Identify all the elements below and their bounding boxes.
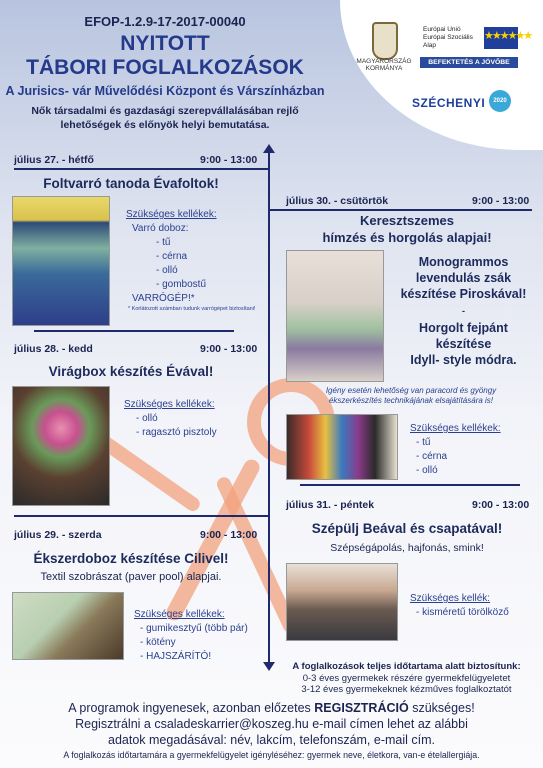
page-title: NYITOTT TÁBORI FOGLALKOZÁSOK [26,32,304,79]
day30-date: július 30. - csütörtök [286,195,389,207]
szechenyi-2020-icon: 2020 [489,90,511,112]
day27-note: * Korlátozott számban tudunk varrógépet biztosítani! [128,306,256,312]
divider [14,168,270,170]
day27-date: július 27. - hétfő [14,154,94,166]
day30-title: Keresztszemes hímzés és horgolás alapjai! [322,213,492,245]
day29-subtitle: Textil szobrászat (paver pool) alapjai. [40,571,222,583]
day31-subtitle: Szépségápolás, hajfonás, smink! [330,542,484,554]
government-label: MAGYARORSZÁG KORMÁNYA [356,58,412,72]
logo-panel [340,0,543,150]
timeline-line [268,146,270,666]
eu-label: Európai Unió Európai Szociális Alap [423,26,473,49]
szechenyi-logo: SZÉCHENYI [412,96,486,110]
day30-text2: Horgolt fejpánt készítése Idyll- style módra. [410,321,517,367]
day31-photo [286,563,398,641]
day30-photo [286,250,384,382]
day30-photo2 [286,414,398,480]
project-code: EFOP-1.2.9-17-2017-00040 [84,14,246,29]
day28-time: 9:00 - 13:00 [200,343,258,355]
day27-time: 9:00 - 13:00 [200,154,258,166]
day27-photo [12,196,110,326]
divider [14,515,270,517]
divider [270,209,532,211]
childcare-info: A foglalkozások teljes időtartama alatt biztosítunk: 0-3 éves gyermekek részére gyermekfelügyeletet 3-12 éves gyermekeknek kézműves foglalkoztatót [292,661,521,695]
day31-date: július 31. - péntek [286,499,375,511]
day28-date: július 28. - kedd [14,343,93,355]
day29-photo [12,592,124,660]
registration-info: A programok ingyenesek, azonban előzetes REGISZTRÁCIÓ szükséges! Regisztrálni a csaladeskarrier@koszeg.hu e-mail címen lehet az alábbi adatok megadásával: név, lakcím, telefonszám, e-mail cím. [68,701,475,747]
venue: A Jurisics- vár Művelődési Központ és Várszínházban [5,84,325,98]
day30-needs: Szükséges kellékek: - tű - cérna - olló [410,423,501,476]
childcare-requirements: A foglalkozás időtartamára a gyermekfelügyelet igényléséhez: gyermek neve, életkora, van-e ételallergiája. [63,750,480,760]
timeline-arrow-up-icon [263,144,275,153]
eu-flag-icon: ★★★★★★ [484,27,518,49]
day30-time: 9:00 - 13:00 [472,195,530,207]
day29-time: 9:00 - 13:00 [200,529,258,541]
day28-title: Virágbox készítés Évával! [48,364,214,379]
day29-title: Ékszerdoboz készítése Cilivel! [33,551,229,566]
invest-banner: BEFEKTETÉS A JÖVŐBE [420,57,518,68]
day27-needs: Szükséges kellékek: Varró doboz: - tű - cérna - olló - gombostű VARRÓGÉP!* [126,209,217,304]
day31-title: Szépülj Beával és csapatával! [311,521,503,536]
day27-title: Foltvarró tanoda Évafoltok! [43,176,219,191]
day31-needs: Szükséges kellék: - kisméretű törölköző [410,593,509,618]
day30-dash: - [462,306,465,316]
day30-note: Igény esetén lehetőség van paracord és gyöngy ékszerkészítés technikájának elsajátítására is! [325,386,497,405]
day28-needs: Szükséges kellékek: - olló - ragasztó pisztoly [124,399,217,438]
day29-needs: Szükséges kellékek: - gumikesztyű (több pár) - kötény - HAJSZÁRÍTÓ! [134,609,248,662]
day29-date: július 29. - szerda [14,529,102,541]
description: Nők társadalmi és gazdasági szerepvállalásában rejlő lehetőségek és előnyök helyi bemutatása. [31,105,299,131]
day31-time: 9:00 - 13:00 [472,499,530,511]
government-crest-icon [372,22,398,60]
day28-photo [12,386,110,506]
divider [300,484,520,486]
day30-text1: Monogrammos levendulás zsák készítése Piroskával! [400,255,527,301]
divider [34,330,234,332]
